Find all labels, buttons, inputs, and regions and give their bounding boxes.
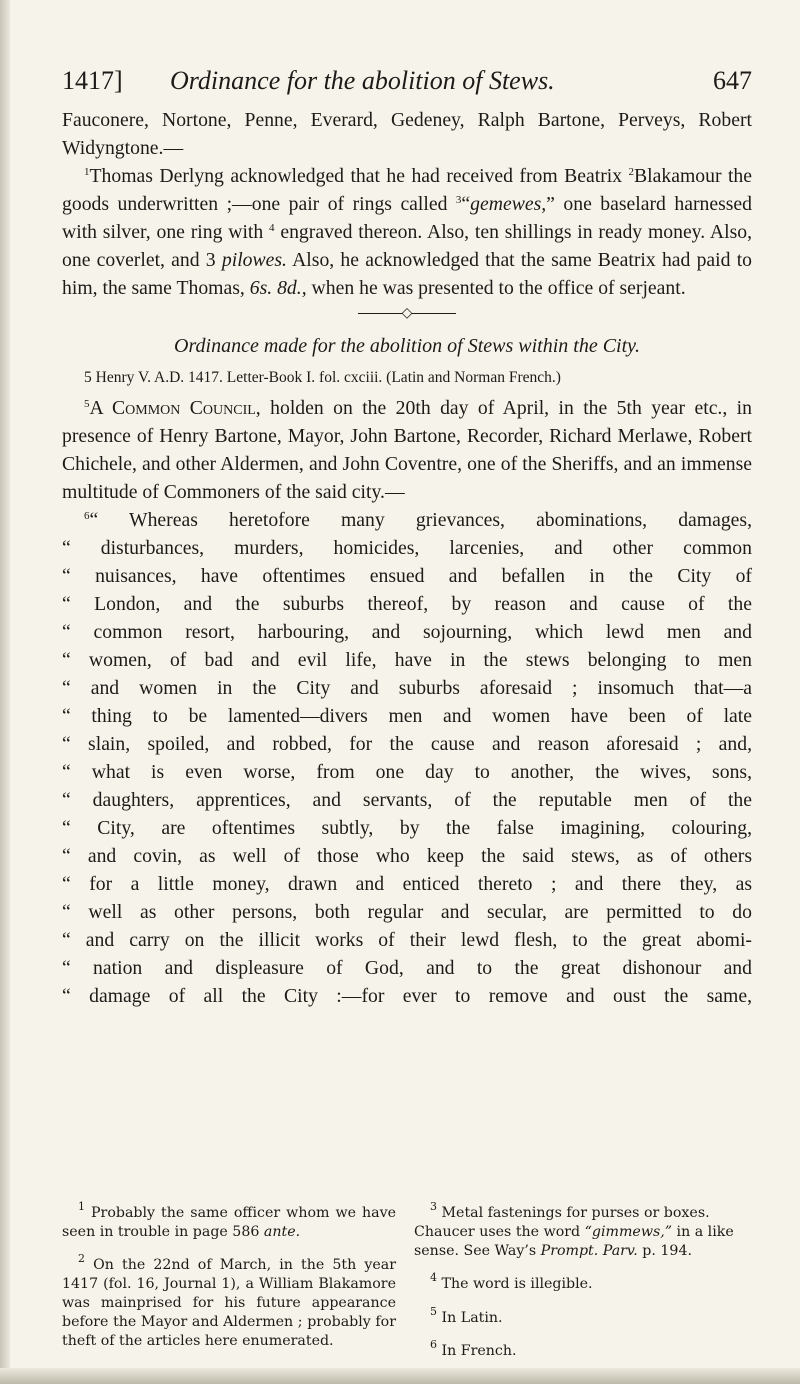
footnote-ref-3: 3 (455, 194, 462, 206)
french-ordinance-quote (62, 506, 752, 1010)
quote-line (62, 506, 752, 534)
quote-line: “ nuisances, have oftentimes ensued and befallen in the City of (62, 565, 752, 587)
footnote-text: in a like sense. See Way’s (414, 1224, 734, 1260)
quote-line: “ well as other persons, both regular and secular, are permitted to do (62, 901, 752, 923)
ordinance-title: Ordinance made for the abolition of Stews within the City. (174, 335, 640, 357)
divider-line-right (412, 313, 456, 314)
body-text (62, 106, 752, 1010)
quote-line: “ women, of bad and evil life, have in the stews belonging to men (62, 649, 752, 671)
quote-mark: “ (461, 193, 471, 215)
quote-mark: ” (546, 193, 555, 215)
footnotes (62, 1190, 752, 1375)
term-gemewes: gemewes, (470, 193, 547, 215)
quote-line: “ and carry on the illicit works of their lewd flesh, to the great abomi- (62, 929, 752, 951)
footnotes-right-column (414, 1190, 752, 1375)
text-run: when he was presented to the office of serjeant. (306, 277, 686, 299)
book-page (62, 66, 752, 1010)
section-divider (62, 302, 752, 326)
quote-line: “ and women in the City and suburbs aforesaid ; insomuch that—a (62, 677, 752, 699)
paragraph-common-council (62, 394, 752, 506)
page-number: 647 (713, 66, 752, 95)
page-bottom-edge (0, 1368, 800, 1384)
quote-line: “ what is even worse, from one day to another, the wives, sons, (62, 761, 752, 783)
quote-line: “ slain, spoiled, and robbed, for the cause and reason aforesaid ; and, (62, 733, 752, 755)
quote-line: “ daughters, apprentices, and servants, of the reputable men of the (62, 789, 752, 811)
running-header (62, 66, 752, 106)
page-gutter-shadow (0, 0, 10, 1384)
footnote-number: 4 (430, 1271, 437, 1285)
diamond-ornament-icon: ◇ (401, 306, 413, 321)
footnote-italic: “gimmews,” (584, 1224, 673, 1241)
divider-line-left (358, 313, 402, 314)
footnote-2 (62, 1252, 397, 1351)
term-pilowes: pilowes. (221, 249, 287, 271)
money-amount: 6s. 8d., (249, 277, 307, 299)
footnote-5 (414, 1304, 752, 1328)
footnote-ref-6: 6 (84, 510, 90, 522)
footnote-text: Metal fastenings for purses or boxes. Chaucer uses the word (414, 1205, 710, 1241)
quote-line-text: “ Whereas heretofore many grievances, abominations, damages, (89, 509, 752, 531)
quote-line: “ damage of all the City :—for ever to remove and oust the same, (62, 985, 752, 1007)
footnote-number: 6 (430, 1337, 437, 1351)
text-run: one baselard harnessed with silver, one ring with (62, 193, 752, 243)
footnote-number: 3 (430, 1200, 437, 1214)
footnote-text: p. 194. (637, 1243, 692, 1260)
quote-line: “ nation and displeasure of God, and to the great dishonour and (62, 957, 752, 979)
quote-line: “ and covin, as well of those who keep the said stews, as of others (62, 845, 752, 867)
text-run: holden on the 20th day of April, in the 5th year etc., in presence of Henry Bartone, Mayor, John Bartone, Recorder, Richard Merlawe, Robert Chichele, and other Aldermen, and John Coventre, one of the Sheriffs, and an immense multitude of Commoners of the said city.— (62, 397, 752, 503)
footnote-ref-4: 4 (269, 222, 275, 234)
source-citation: 5 Henry V. A.D. 1417. Letter-Book I. fol. cxciii. (Latin and Norman French.) (84, 369, 561, 386)
footnote-text: In French. (441, 1342, 517, 1359)
footnote-number: 5 (430, 1304, 437, 1318)
paragraph-derlyng (62, 162, 752, 302)
quote-line: “ thing to be lamented—divers men and women have been of late (62, 705, 752, 727)
quote-line: “ City, are oftentimes subtly, by the false imagining, colouring, (62, 817, 752, 839)
quote-line: “ London, and the suburbs thereof, by reason and cause of the (62, 593, 752, 615)
text-run: Thomas Derlyng acknowledged that he had received from Beatrix (89, 165, 629, 187)
footnote-text: In Latin. (441, 1309, 503, 1326)
text-run: Also, he acknowledged that the same Beatrix had paid to him, the same Thomas, (62, 249, 753, 299)
header-year: 1417] (62, 66, 123, 95)
running-title: Ordinance for the abolition of Stews. (170, 66, 555, 95)
footnote-ref-2: 2 (628, 166, 635, 178)
footnote-italic: Prompt. Parv. (540, 1243, 638, 1260)
footnote-number: 1 (78, 1200, 85, 1214)
quote-line: “ for a little money, drawn and enticed thereto ; and there they, as (62, 873, 752, 895)
quote-line: “ disturbances, murders, homicides, larcenies, and other common (62, 537, 752, 559)
footnote-text: On the 22nd of March, in the 5th year 1417 (fol. 16, Journal 1), a William Blakamore was mainprised for his future appearance before the Mayor and Aldermen ; probably for theft of the articles here enumerated. (62, 1257, 397, 1350)
footnote-number: 2 (78, 1252, 85, 1266)
common-council-caps: A Common Council, (89, 397, 261, 419)
quote-line: “ common resort, harbouring, and sojourning, which lewd men and (62, 621, 752, 643)
footnote-6 (414, 1337, 752, 1361)
footnote-text: The word is illegible. (441, 1276, 593, 1293)
footnote-ref-5: 5 (84, 398, 90, 410)
footnotes-left-column (62, 1190, 396, 1375)
footnote-1 (62, 1200, 396, 1242)
footnote-text: Probably the same officer whom we have seen in trouble in page 586 (62, 1205, 396, 1241)
footnote-3 (414, 1200, 752, 1261)
text-run: engraved thereon. Also, ten shillings in ready money. Also, one coverlet, and 3 (62, 221, 753, 271)
text-run: Blakamour the goods underwritten ;—one pair of rings called (62, 165, 753, 215)
footnote-ref-1: 1 (84, 166, 90, 178)
footnote-4 (414, 1271, 752, 1294)
footnote-italic: ante. (263, 1224, 301, 1241)
paragraph-names: Fauconere, Nortone, Penne, Everard, Gedeney, Ralph Bartone, Perveys, Robert Widyngtone.— (62, 109, 752, 159)
